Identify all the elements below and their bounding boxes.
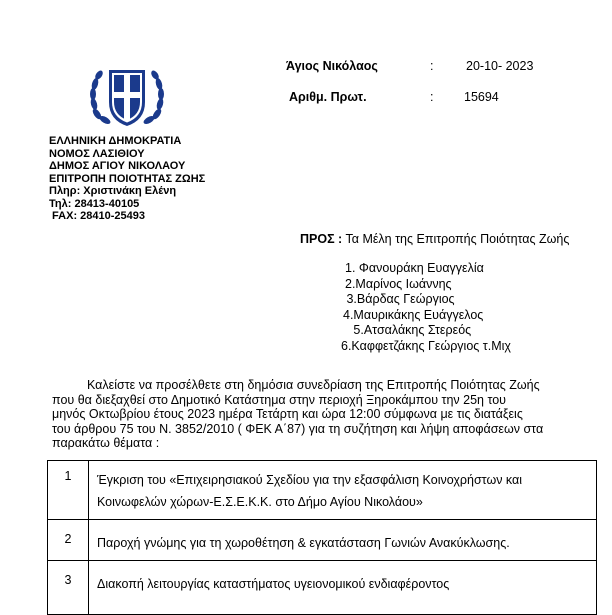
place-label: Άγιος Νικόλαος xyxy=(286,59,378,73)
agenda-text: Διακοπή λειτουργίας καταστήματος υγειονομικού ενδιαφέροντος xyxy=(97,577,450,591)
paragraph-line: του άρθρου 75 του Ν. 3852/2010 ( ΦΕΚ Α΄87) για τη συζήτηση και λήψη αποφάσεων στα xyxy=(52,421,544,436)
protocol-separator: : xyxy=(430,90,434,104)
agenda-number: 1 xyxy=(48,461,89,520)
member-item: 4.Μαυρικάκης Ευάγγελος xyxy=(343,307,484,322)
sender-line: ΔΗΜΟΣ ΑΓΙΟΥ ΝΙΚΟΛΑΟΥ xyxy=(49,160,186,172)
document-date: 20-10- 2023 xyxy=(466,59,534,73)
sender-block xyxy=(49,135,205,223)
member-item: 2.Μαρίνος Ιωάννης xyxy=(345,276,452,291)
recipient-text: Τα Μέλη της Επιτροπής Ποιότητας Ζωής xyxy=(342,232,570,246)
sender-line: ΝΟΜΟΣ ΛΑΣΙΘΙΟΥ xyxy=(49,147,145,160)
sender-line: Τηλ: 28413-40105 xyxy=(49,197,140,210)
sender-line: ΕΠΙΤΡΟΠΗ ΠΟΙΟΤΗΤΑΣ ΖΩΗΣ xyxy=(49,172,206,185)
table-row xyxy=(48,561,597,615)
sender-line: FAX: 28410-25493 xyxy=(49,210,146,222)
paragraph-line: που θα διεξαχθεί στο Δημοτικό Κατάστημα στην περιοχή Ξηροκάμπου την 25η του xyxy=(52,392,506,407)
invitation-paragraph xyxy=(52,378,592,451)
agenda-item xyxy=(89,520,597,561)
agenda-number: 2 xyxy=(48,520,89,561)
agenda-item xyxy=(89,461,597,520)
paragraph-line: παρακάτω θέματα : xyxy=(52,436,160,450)
table-row xyxy=(48,520,597,561)
sender-line: ΕΛΛΗΝΙΚΗ ΔΗΜΟΚΡΑΤΙΑ xyxy=(49,135,182,147)
sender-line: Πληρ: Χριστινάκη Ελένη xyxy=(49,185,177,197)
recipient-label: ΠΡΟΣ : xyxy=(300,232,343,246)
recipient-line xyxy=(300,232,569,246)
member-item: 1. Φανουράκη Ευαγγελία xyxy=(345,261,484,275)
protocol-label: Αριθμ. Πρωτ. xyxy=(289,90,367,104)
agenda-table xyxy=(47,460,597,615)
paragraph-line: μηνός Οκτωβρίου έτους 2023 ημέρα Τετάρτη και ώρα 12:00 σύμφωνα με τις διατάξεις xyxy=(52,407,523,421)
members-list xyxy=(338,261,511,354)
table-row xyxy=(48,461,597,520)
agenda-text: Παροχή γνώμης για τη χωροθέτηση & εγκατάσταση Γωνιών Ανακύκλωσης. xyxy=(97,536,510,550)
member-item: 6.Καφφετζάκης Γεώργιος τ.Μιχ xyxy=(341,338,511,353)
agenda-text: Έγκριση του «Επιχειρησιακού Σχεδίου για την εξασφάλιση Κοινοχρήστων και xyxy=(97,473,523,487)
greek-coat-of-arms-icon xyxy=(87,64,167,130)
place-separator: : xyxy=(430,59,434,73)
paragraph-line: Καλείστε να προσέλθετε στη δημόσια συνεδρίαση της Επιτροπής Ποιότητας Ζωής xyxy=(87,378,540,392)
agenda-item xyxy=(89,561,597,615)
protocol-number: 15694 xyxy=(464,90,499,104)
member-item: 5.Ατσαλάκης Στερεός xyxy=(343,323,472,337)
agenda-number: 3 xyxy=(48,561,89,615)
member-item: 3.Βάρδας Γεώργιος xyxy=(343,292,455,306)
agenda-text: Κοινωφελών χώρων-Ε.Σ.Ε.Κ.Κ. στο Δήμο Αγίου Νικολάου» xyxy=(97,495,423,509)
